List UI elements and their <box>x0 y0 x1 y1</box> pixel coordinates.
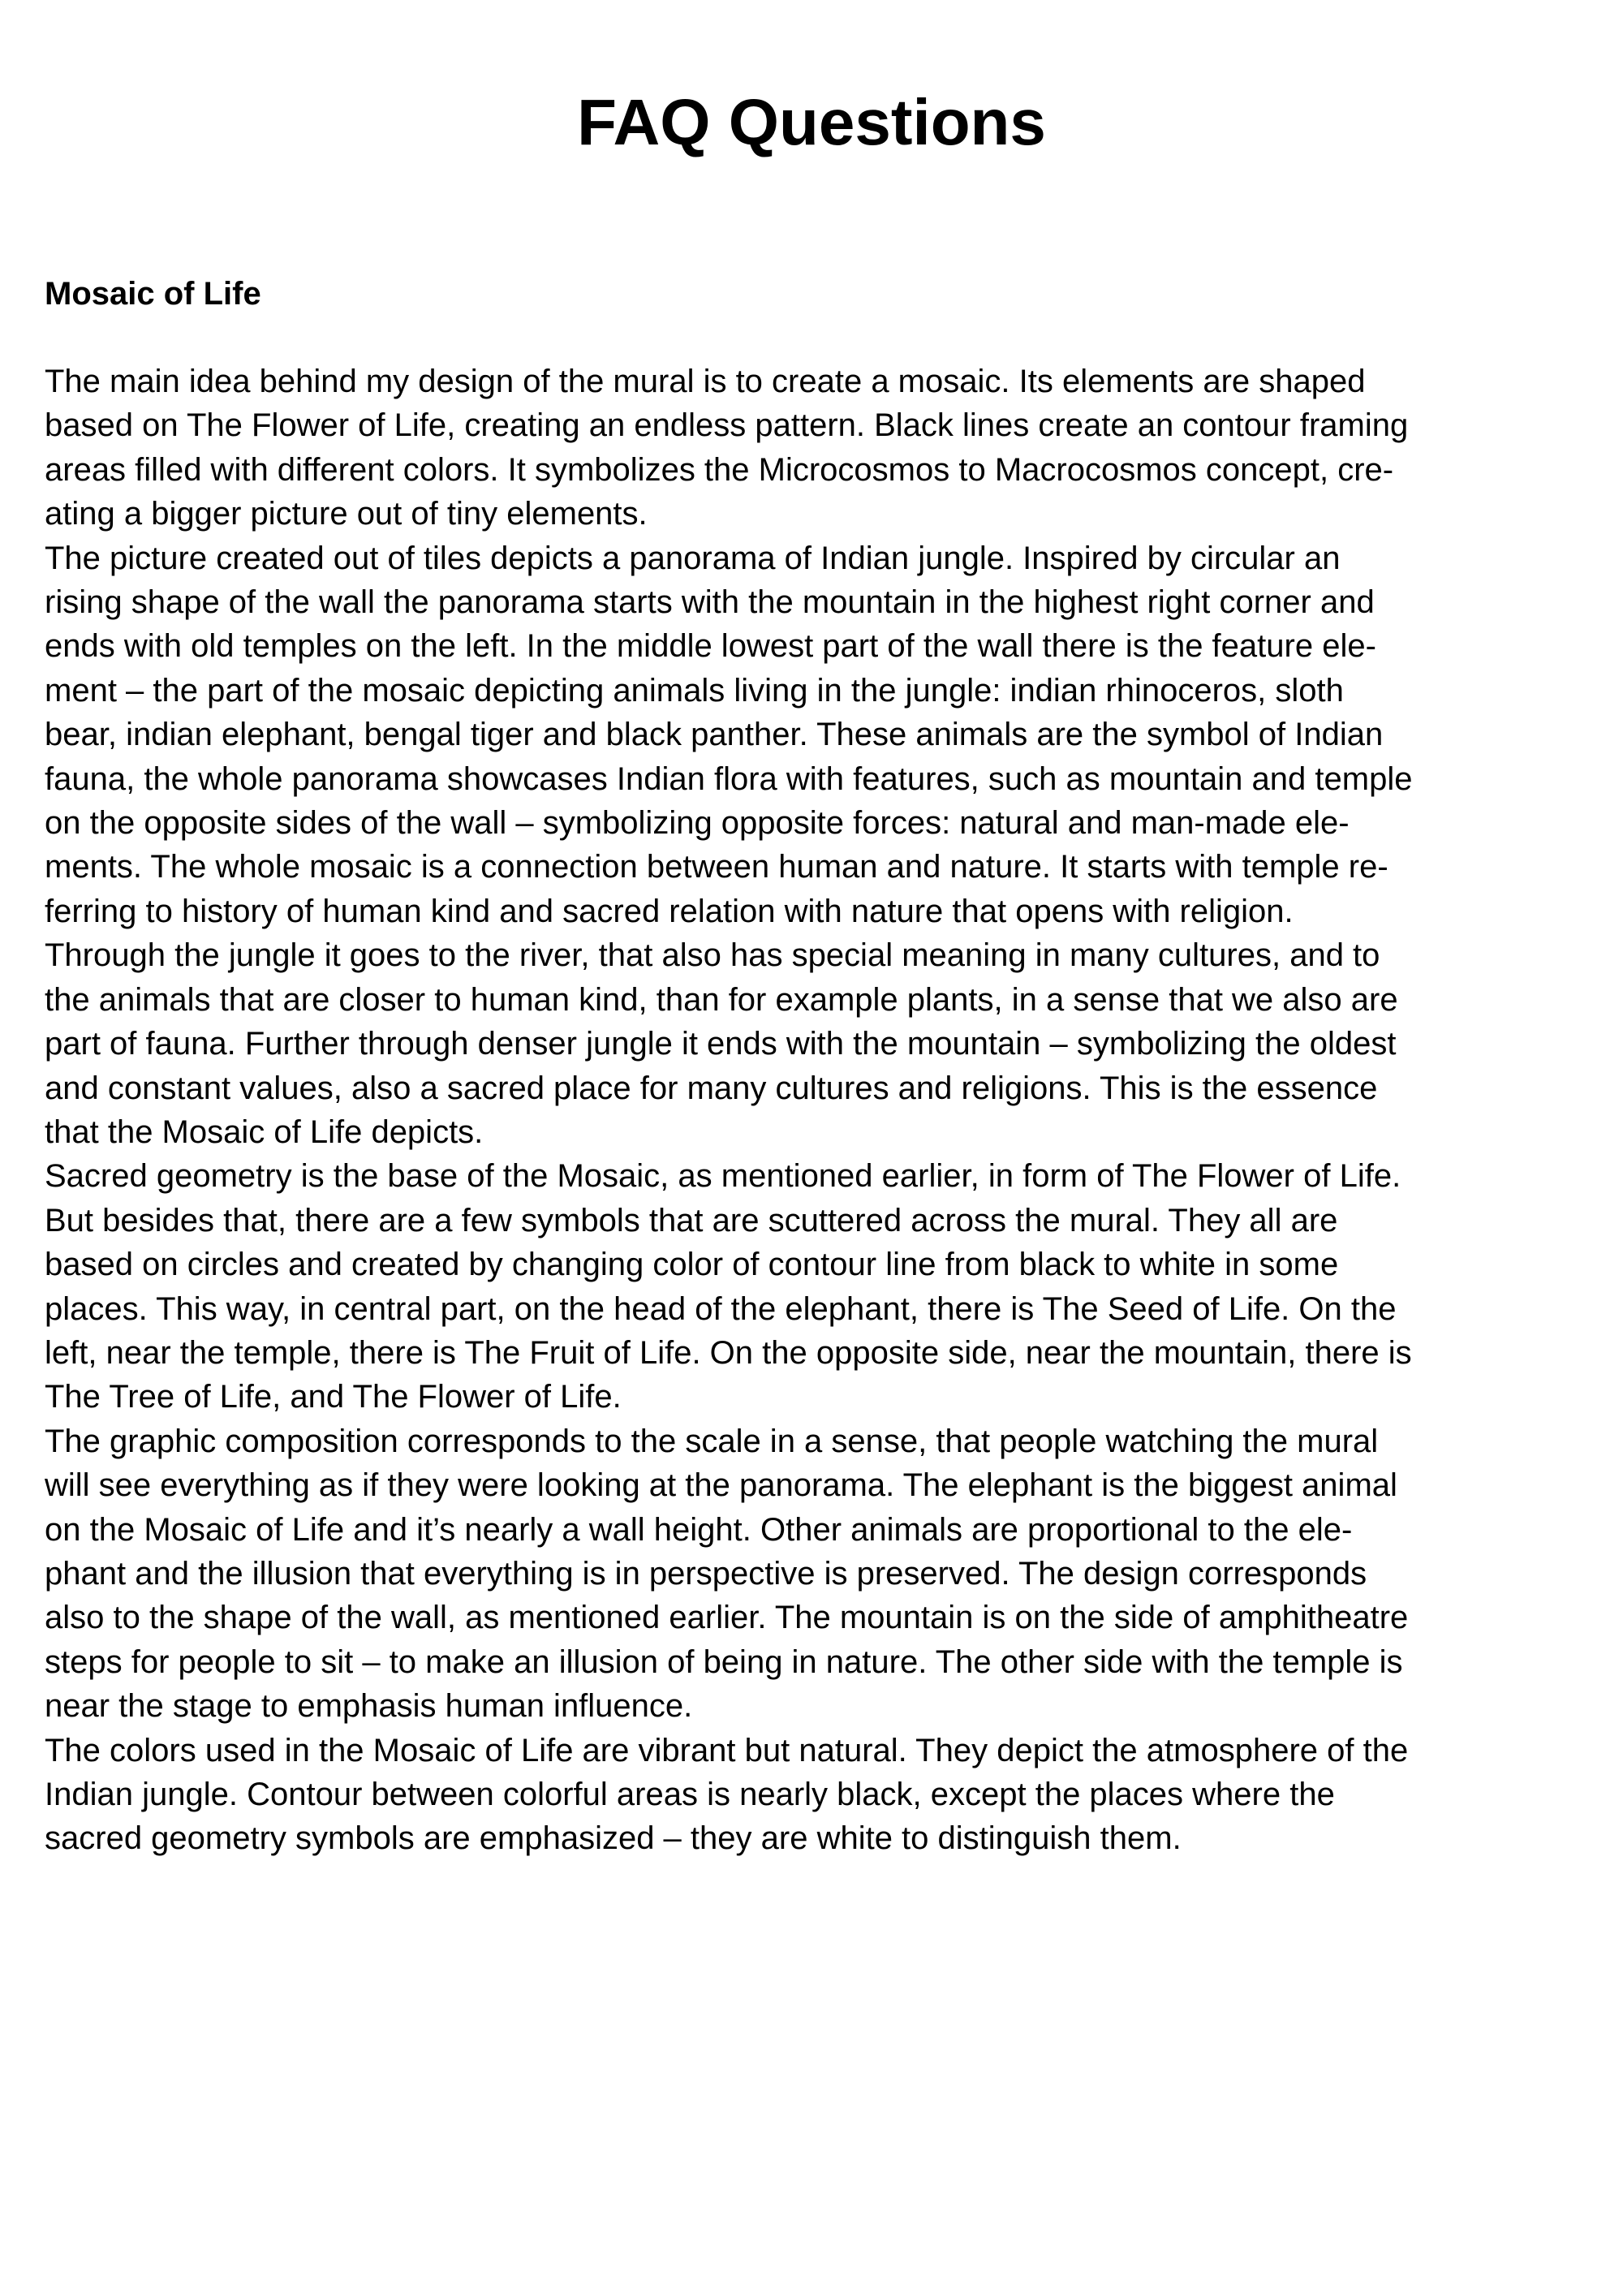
text-line: bear, indian elephant, bengal tiger and black panther. These animals are the symbol of Indian <box>45 717 1384 753</box>
text-line: The picture created out of tiles depicts a panorama of Indian jungle. Inspired by circular an <box>45 540 1341 576</box>
text-line: that the Mosaic of Life depicts. <box>45 1114 484 1150</box>
text-line: ment – the part of the mosaic depicting animals living in the jungle: indian rhinoceros, sloth <box>45 672 1344 709</box>
text-line: ments. The whole mosaic is a connection between human and nature. It starts with temple re- <box>45 849 1388 885</box>
text-line: The main idea behind my design of the mural is to create a mosaic. Its elements are shaped <box>45 364 1366 399</box>
text-line: Sacred geometry is the base of the Mosaic, as mentioned earlier, in form of The Flower of Life. <box>45 1158 1401 1195</box>
text-line: will see everything as if they were looking at the panorama. The elephant is the biggest animal <box>45 1467 1397 1504</box>
text-line: and constant values, also a sacred place for many cultures and religions. This is the essence <box>45 1070 1378 1106</box>
text-line: part of fauna. Further through denser jungle it ends with the mountain – symbolizing the oldest <box>45 1026 1397 1062</box>
text-line: based on The Flower of Life, creating an endless pattern. Black lines create an contour framing <box>45 407 1409 444</box>
text-line: left, near the temple, there is The Fruit of Life. On the opposite side, near the mountain, there is <box>45 1334 1412 1371</box>
text-line: based on circles and created by changing color of contour line from black to white in some <box>45 1247 1339 1283</box>
text-line: The graphic composition corresponds to the scale in a sense, that people watching the mural <box>45 1423 1379 1459</box>
text-line: The Tree of Life, and The Flower of Life. <box>45 1379 622 1415</box>
section-heading: Mosaic of Life <box>45 276 261 312</box>
body-text <box>45 360 1586 1861</box>
text-line: steps for people to sit – to make an illusion of being in nature. The other side with the temple is <box>45 1643 1403 1680</box>
text-line: phant and the illusion that everything is in perspective is preserved. The design corresponds <box>45 1555 1367 1592</box>
text-line: also to the shape of the wall, as mentioned earlier. The mountain is on the side of amphitheatre <box>45 1600 1409 1636</box>
text-line: near the stage to emphasis human influence. <box>45 1688 693 1725</box>
text-line: rising shape of the wall the panorama starts with the mountain in the highest right corner and <box>45 584 1375 621</box>
text-line: areas filled with different colors. It symbolizes the Microcosmos to Macrocosmos concept, cre- <box>45 451 1394 488</box>
text-line: places. This way, in central part, on the head of the elephant, there is The Seed of Life. On the <box>45 1290 1397 1327</box>
text-line: Indian jungle. Contour between colorful areas is nearly black, except the places where the <box>45 1777 1335 1812</box>
text-line: the animals that are closer to human kind, than for example plants, in a sense that we also are <box>45 981 1398 1018</box>
text-line: The colors used in the Mosaic of Life are vibrant but natural. They depict the atmosphere of the <box>45 1732 1409 1768</box>
text-line: ends with old temples on the left. In the middle lowest part of the wall there is the feature ele- <box>45 628 1376 665</box>
text-line: But besides that, there are a few symbols that are scuttered across the mural. They all are <box>45 1202 1338 1238</box>
text-line: Through the jungle it goes to the river, that also has special meaning in many cultures, and to <box>45 937 1380 974</box>
text-line: on the Mosaic of Life and it’s nearly a wall height. Other animals are proportional to the ele- <box>45 1511 1353 1548</box>
text-line: sacred geometry symbols are emphasized – they are white to distinguish them. <box>45 1820 1182 1857</box>
text-line: ating a bigger picture out of tiny elements. <box>45 496 648 532</box>
text-line: fauna, the whole panorama showcases Indian flora with features, such as mountain and temple <box>45 760 1413 797</box>
text-line: ferring to history of human kind and sacred relation with nature that opens with religion. <box>45 893 1294 929</box>
page-title: FAQ Questions <box>577 86 1046 158</box>
text-line: on the opposite sides of the wall – symbolizing opposite forces: natural and man-made ele- <box>45 805 1350 842</box>
